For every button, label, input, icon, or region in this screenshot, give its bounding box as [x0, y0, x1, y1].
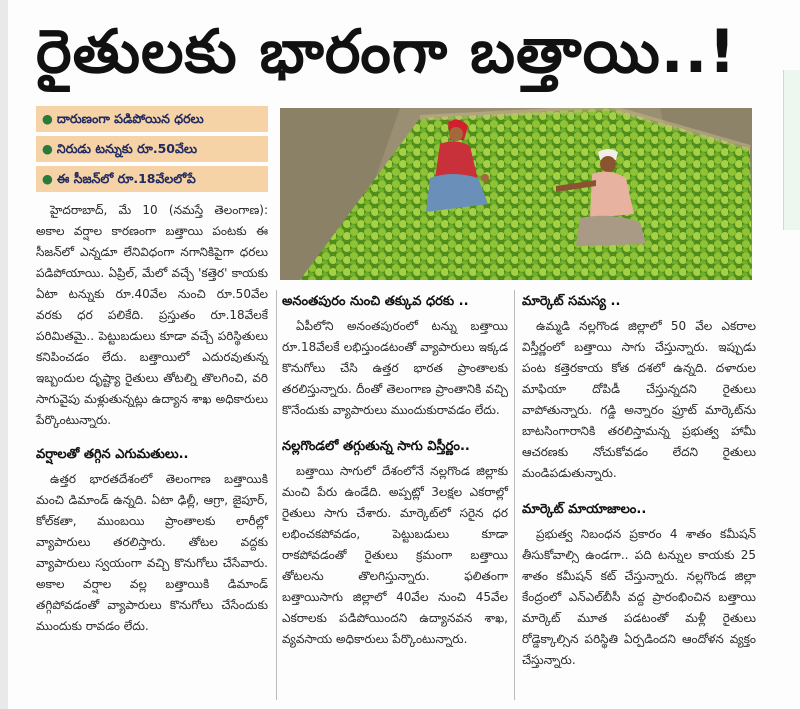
subheading: మార్కెట్ మాయాజాలం..	[522, 502, 647, 517]
article-paragraph: ఉత్తర భారతదేశంలో తెలంగాణ బత్తాయికి మంచి డిమాండ్ ఉన్నది. ఏటా ఢిల్లీ, ఆగ్రా, జైపూర్, కోల్‌కతా, ముంబయి ప్రాంతాలకు లారీల్లో వ్యాపారులు తరలిస్తారు. తోటల వద్దకు వ్యాపారులు స్వయంగా వచ్చి కొనుగోలు చేసేవారు. అకాల వర్షాల వల్ల బత్తాయికి డిమాండ్ తగ్గిపోవడంతో వ్యాపారులు కొనుగోలు చేసేందుకు ముందుకు రావడం లేదు.	[36, 472, 268, 633]
column-3	[522, 284, 756, 671]
article-paragraph: ఉమ్మడి నల్లగొండ జిల్లాలో 50 వేల ఎకరాల విస్తీర్ణంలో బత్తాయి సాగు చేస్తున్నారు. ఇప్పుడు పంట కత్తెరకాయ కోత దశలో ఉన్నది. దళారుల మాఫియా దోపిడీ చేస్తున్నదని రైతులు వాపోతున్నారు. గడ్డి అన్నారం ఫ్రూట్ మార్కెట్‌ను బాటసింగారానికి తరలిస్తామన్న ప్రభుత్వ హామీ ఆచరణకు నోచుకోవడం లేదని రైతులు మండిపడుతున్నారు.	[522, 319, 756, 480]
headline: రైతులకు భారంగా బత్తాయి..!	[36, 17, 737, 87]
article-paragraph: ఏపీలోని అనంతపురంలో టన్ను బత్తాయి రూ.18వేలకే లభిస్తుండటంతో వ్యాపారులు ఇక్కడ కొనుగోలు చేసి ఉత్తర భారత ప్రాంతాలకు తరలిస్తున్నారు. దీంతో తెలంగాణ ప్రాంతానికి వచ్చి కొనేందుకు వ్యాపారులు ముందుకురావడం లేదు.	[282, 319, 508, 417]
subheading: అనంతపురం నుంచి తక్కువ ధరకు ..	[282, 294, 469, 309]
highlight-item: ● దారుణంగా పడిపోయిన ధరలు	[36, 106, 268, 132]
column-divider	[514, 290, 515, 700]
article-paragraph: ప్రభుత్వ నిబంధన ప్రకారం 4 శాతం కమీషన్ తీసుకోవాల్సి ఉండగా.. పది టన్నుల కాయకు 25 శాతం కమీషన్ కట్ చేస్తున్నారు. నల్లగొండ జిల్లా కేంద్రంలో ఎన్‌ఎల్‌బీసీ వద్ద ప్రారంభించిన బత్తాయి మార్కెట్ మూత పడటంతో మళ్లీ రైతులు రోడ్డెక్కాల్సిన పరిస్థితి ఏర్పడిందని ఆందోళన వ్యక్తం చేస్తున్నారు.	[522, 527, 756, 667]
subheading: నల్లగొండలో తగ్గుతున్న సాగు విస్తీర్ణం..	[282, 439, 470, 454]
column-1	[36, 200, 268, 637]
adjacent-ad-edge	[783, 70, 800, 230]
highlights-box	[36, 106, 268, 196]
column-divider	[276, 290, 277, 700]
highlight-item: ● ఈ సీజన్‌లో రూ.18వేలలోపే	[36, 166, 268, 192]
bullet-icon: ●	[42, 111, 53, 126]
highlight-item: ● నిరుడు టన్నుకు రూ.50వేలు	[36, 136, 268, 162]
bullet-icon: ●	[42, 141, 53, 156]
subheading: వర్షాలతో తగ్గిన ఎగుమతులు..	[36, 447, 189, 462]
article-intro: హైదరాబాద్, మే 10 (నమస్తే తెలంగాణ): అకాల వర్షాల కారణంగా బత్తాయి పంటకు ఈ సీజన్‌లో ఎన్నడూ లేనివిధంగా నగానికిపైగా ధరలు పడిపోయాయి. ఏప్రిల్, మేలో వచ్చే 'కత్తెర' కాయకు ఏటా టన్నుకు రూ.40వేల నుంచి రూ.50వేల వరకు ధర పలికేది. ప్రస్తుతం రూ.18వేలకే పరిమితమై.. పెట్టుబడులు కూడా వచ్చే పరిస్థితులు కనిపించడం లేదు. బత్తాయిలో ఎదురవుతున్న ఇబ్బందుల దృష్ట్యా రైతులు తోటల్ని తొలగించి, వరి సాగువైపు మళ్లుతున్నట్లు ఉద్యాన శాఖ అధికారులు పేర్కొంటున్నారు.	[36, 203, 268, 427]
adjacent-column-edge	[0, 0, 8, 709]
bullet-icon: ●	[42, 171, 53, 186]
article-paragraph: బత్తాయి సాగులో దేశంలోనే నల్లగొండ జిల్లాకు మంచి పేరు ఉండేది. అప్పట్లో 3లక్షల ఎకరాల్లో రైతులు సాగు చేశారు. మార్కెట్‌లో సరైన ధర లభించకపోవడం, పెట్టుబడులు కూడా రాకపోవడంతో రైతులు క్రమంగా బత్తాయి తోటలను తొలగిస్తున్నారు. ఫలితంగా బత్తాయిసాగు జిల్లాలో 40వేల నుంచి 45వేల ఎకరాలకు పడిపోయిందని ఉద్యానవన శాఖ, వ్యవసాయ అధికారులు పేర్కొంటున్నారు.	[282, 464, 508, 646]
farmers-photo	[280, 108, 752, 280]
column-2	[282, 284, 508, 650]
subheading: మార్కెట్ సమస్య ..	[522, 294, 621, 309]
